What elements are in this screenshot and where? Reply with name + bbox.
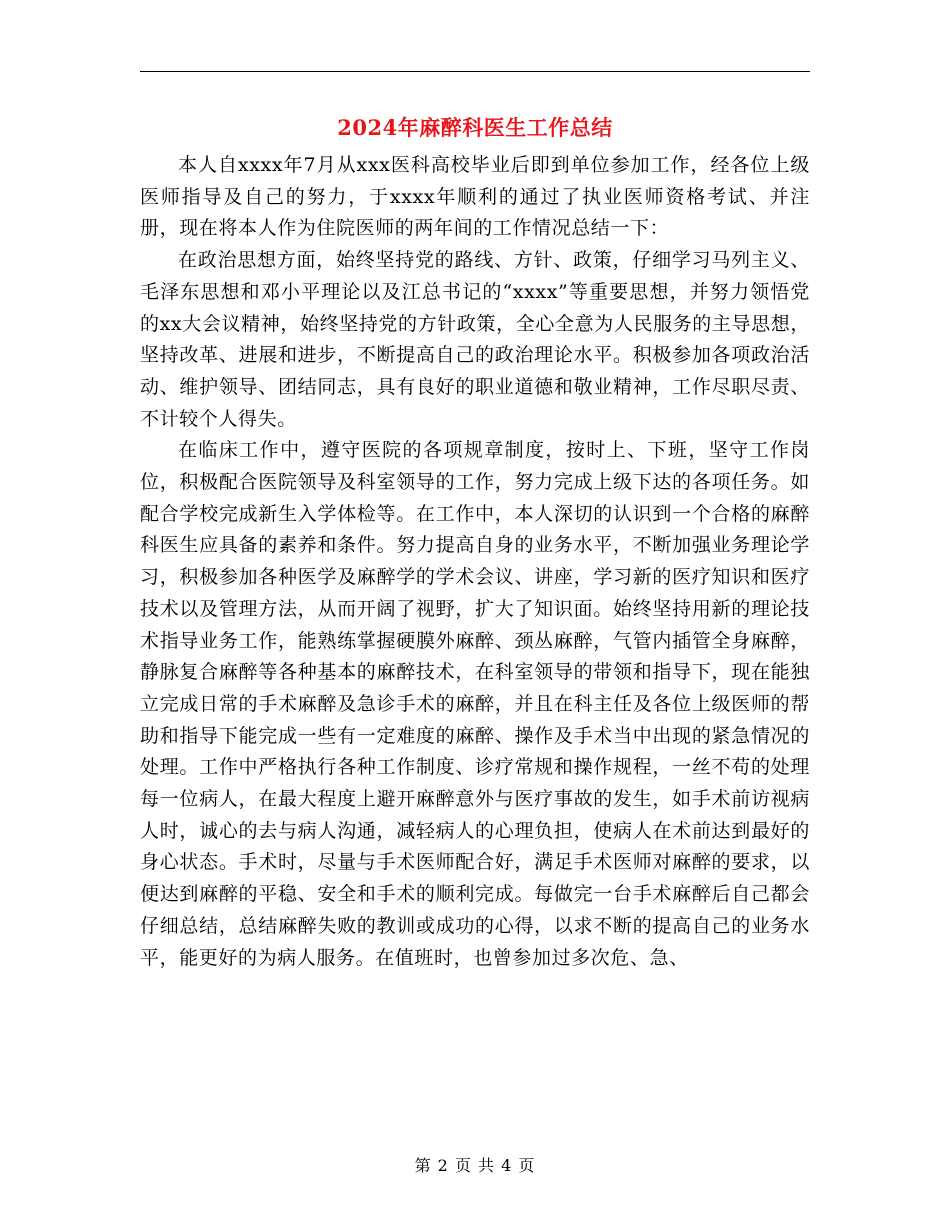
document-body <box>140 150 810 974</box>
paragraph-intro: 本人自xxxx年7月从xxx医科高校毕业后即到单位参加工作，经各位上级医师指导及自己的努力，于xxxx年顺利的通过了执业医师资格考试、并注册，现在将本人作为住院医师的两年间的工作情况总结一下： <box>140 154 810 240</box>
paragraph-clinical: 在临床工作中，遵守医院的各项规章制度，按时上、下班，坚守工作岗位，积极配合医院领导及科室领导的工作，努力完成上级下达的各项任务。如配合学校完成新生入学体检等。在工作中，本人深切的认识到一个合格的麻醉科医生应具备的素养和条件。努力提高自身的业务水平，不断加强业务理论学习，积极参加各种医学及麻醉学的学术会议、讲座，学习新的医疗知识和医疗技术以及管理方法，从而开阔了视野，扩大了知识面。始终坚持用新的理论技术指导业务工作，能熟练掌握硬膜外麻醉、颈丛麻醉，气管内插管全身麻醉，静脉复合麻醉等各种基本的麻醉技术，在科室领导的带领和指导下，现在能独立完成日常的手术麻醉及急诊手术的麻醉，并且在科主任及各位上级医师的帮助和指导下能完成一些有一定难度的麻醉、操作及手术当中出现的紧急情况的处理。工作中严格执行各种工作制度、诊疗常规和操作规程，一丝不苟的处理每一位病人，在最大程度上避开麻醉意外与医疗事故的发生，如手术前访视病人时，诚心的去与病人沟通，减轻病人的心理负担，使病人在术前达到最好的身心状态。手术时，尽量与手术医师配合好，满足手术医师对麻醉的要求，以便达到麻醉的平稳、安全和手术的顺利完成。每做完一台手术麻醉后自己都会仔细总结，总结麻醉失败的教训或成功的心得，以求不断的提高自己的业务水平，能更好的为病人服务。在值班时，也曾参加过多次危、急、 <box>140 439 810 969</box>
header-rule <box>140 71 810 72</box>
page-number-footer: 第 2 页 共 4 页 <box>414 1156 536 1175</box>
paragraph-political: 在政治思想方面，始终坚持党的路线、方针、政策，仔细学习马列主义、毛泽东思想和邓小平理论以及江总书记的“xxxx”等重要思想，并努力领悟党的xx大会议精神，始终坚持党的方针政策，全心全意为人民服务的主导思想，坚持改革、进展和进步，不断提高自己的政治理论水平。积极参加各项政治活动、维护领导、团结同志，具有良好的职业道德和敬业精神，工作尽职尽责、不计较个人得失。 <box>140 249 810 430</box>
document-title: 2024年麻醉科医生工作总结 <box>337 115 613 140</box>
